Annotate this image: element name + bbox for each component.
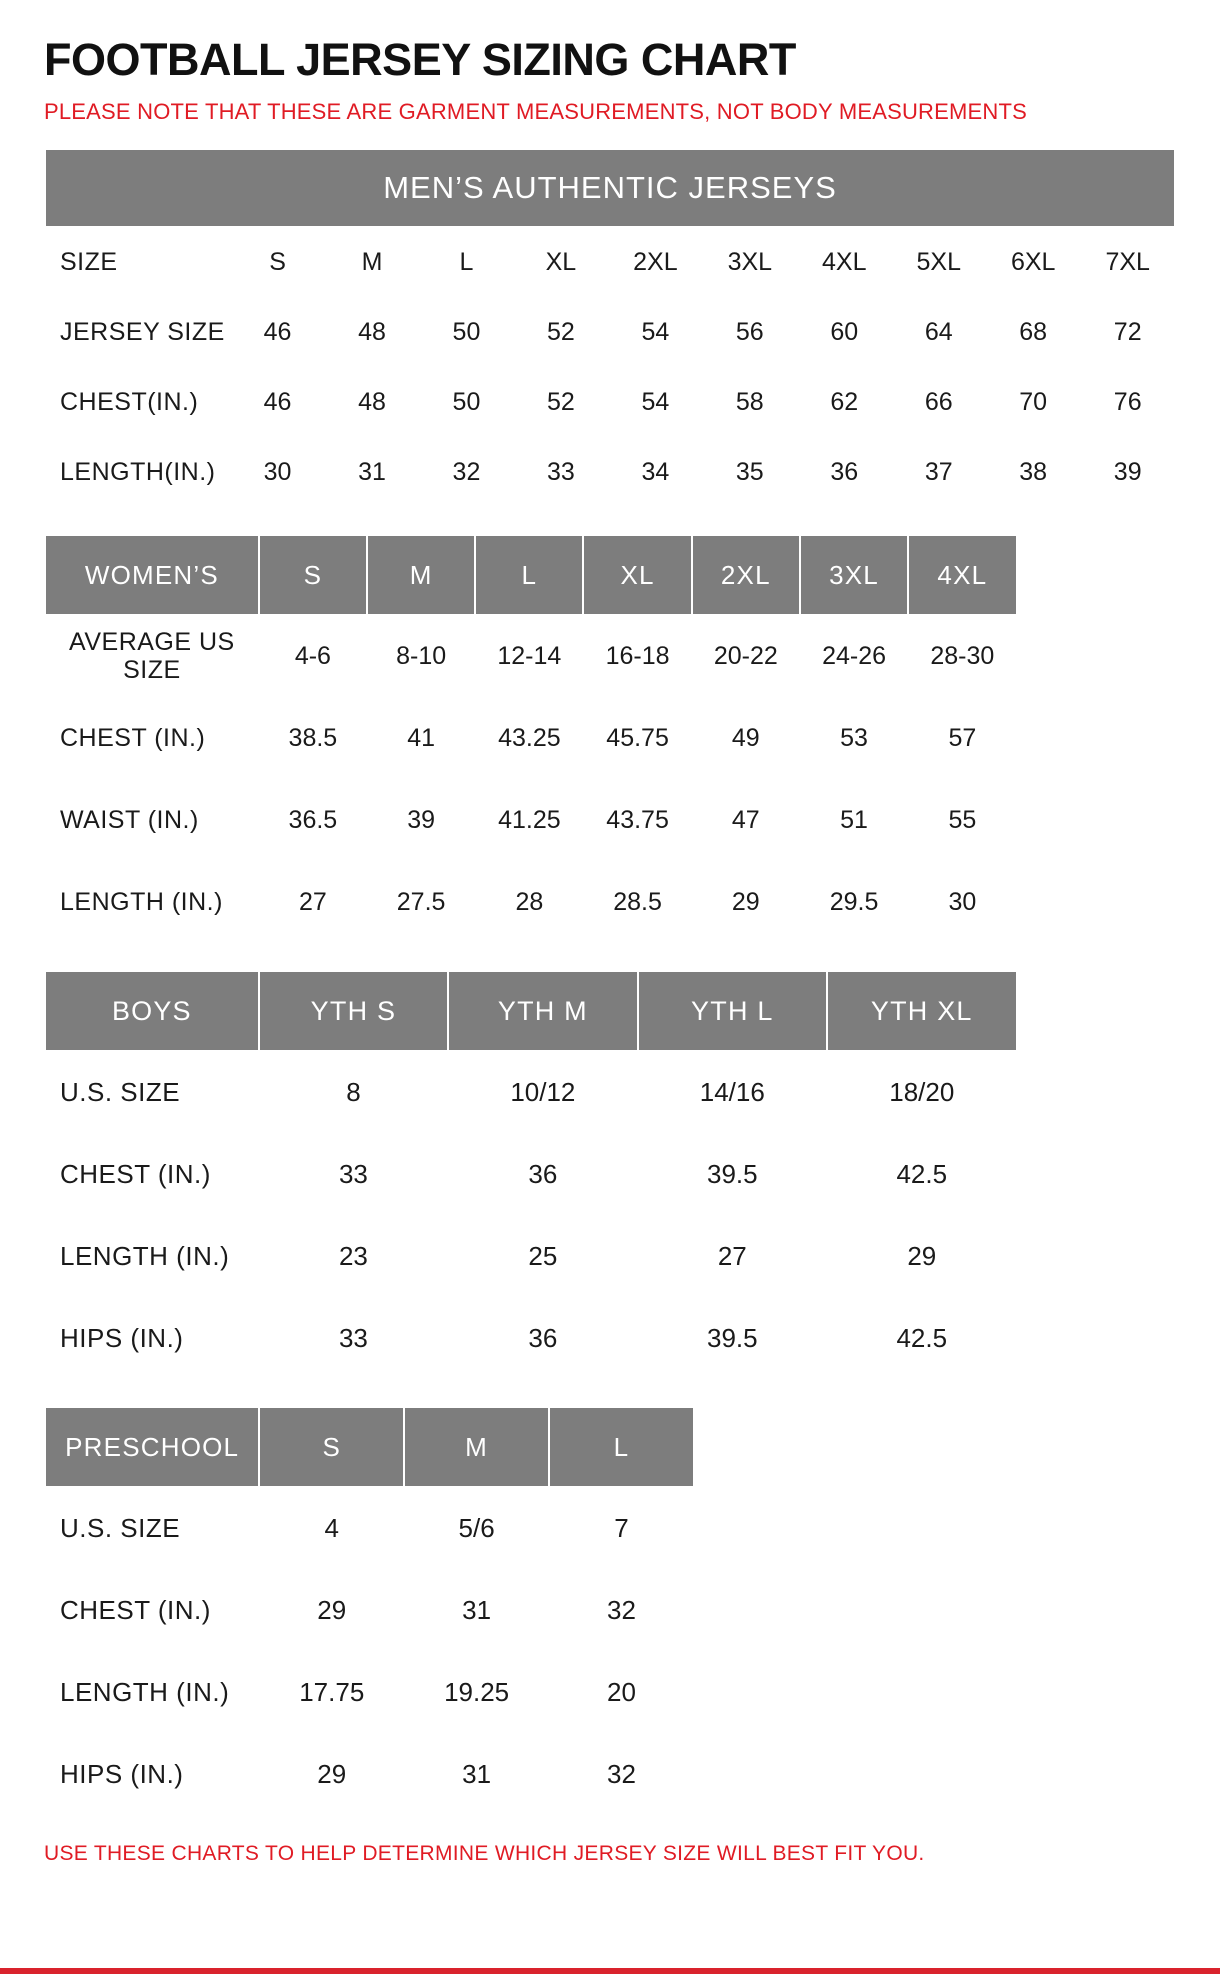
cell: 41 — [367, 697, 475, 779]
cell: 29 — [827, 1215, 1016, 1297]
table-row — [45, 1215, 1017, 1297]
cell: 52 — [514, 367, 608, 437]
garment-measurement-note: PLEASE NOTE THAT THESE ARE GARMENT MEASUREMENTS, NOT BODY MEASUREMENTS — [44, 99, 1028, 125]
table-row — [45, 149, 1175, 227]
column-header: M — [404, 1407, 549, 1487]
column-header: M — [367, 535, 475, 615]
row-label: HIPS (IN.) — [45, 1297, 259, 1379]
cell: 33 — [514, 437, 608, 507]
cell: 36 — [448, 1297, 637, 1379]
cell: 39.5 — [638, 1133, 827, 1215]
table-row — [45, 1569, 694, 1651]
cell: 55 — [908, 779, 1016, 861]
cell: 39 — [1080, 437, 1175, 507]
row-label: HIPS (IN.) — [45, 1733, 259, 1815]
cell: 62 — [797, 367, 891, 437]
table-row — [45, 1733, 694, 1815]
page-title: FOOTBALL JERSEY SIZING CHART — [44, 34, 796, 85]
cell: 54 — [608, 297, 702, 367]
cell: 28-30 — [908, 615, 1016, 697]
cell: 60 — [797, 297, 891, 367]
mens-banner: MEN’S AUTHENTIC JERSEYS — [45, 149, 1175, 227]
cell: 38.5 — [259, 697, 367, 779]
table-row — [45, 535, 1017, 615]
cell: 50 — [419, 297, 513, 367]
table-row — [45, 367, 1175, 437]
cell: 68 — [986, 297, 1080, 367]
cell: 33 — [259, 1297, 448, 1379]
column-header: YTH M — [448, 971, 637, 1051]
cell: 36 — [797, 437, 891, 507]
cell: 47 — [692, 779, 800, 861]
boys-header-label: BOYS — [45, 971, 259, 1051]
cell: 33 — [259, 1133, 448, 1215]
cell: 8-10 — [367, 615, 475, 697]
cell: 5XL — [892, 227, 986, 297]
row-label: CHEST (IN.) — [45, 697, 259, 779]
cell: 38 — [986, 437, 1080, 507]
column-header: YTH S — [259, 971, 448, 1051]
cell: 52 — [514, 297, 608, 367]
cell: 3XL — [703, 227, 797, 297]
cell: 51 — [800, 779, 908, 861]
cell: 35 — [703, 437, 797, 507]
cell: 23 — [259, 1215, 448, 1297]
table-row — [45, 1051, 1017, 1133]
cell: 34 — [608, 437, 702, 507]
cell: 7 — [549, 1487, 694, 1569]
cell: 32 — [549, 1569, 694, 1651]
cell: 39.5 — [638, 1297, 827, 1379]
cell: 27 — [638, 1215, 827, 1297]
row-label: JERSEY SIZE — [45, 297, 230, 367]
cell: 30 — [908, 861, 1016, 943]
table-row — [45, 697, 1017, 779]
cell: 18/20 — [827, 1051, 1016, 1133]
table-row — [45, 1133, 1017, 1215]
column-header: 3XL — [800, 535, 908, 615]
column-header: XL — [583, 535, 691, 615]
cell: 42.5 — [827, 1297, 1016, 1379]
table-row — [45, 861, 1017, 943]
row-label: LENGTH (IN.) — [45, 1215, 259, 1297]
cell: 50 — [419, 367, 513, 437]
cell: 27.5 — [367, 861, 475, 943]
cell: 42.5 — [827, 1133, 1016, 1215]
cell: 6XL — [986, 227, 1080, 297]
cell: 16-18 — [583, 615, 691, 697]
cell: 31 — [404, 1733, 549, 1815]
cell: 53 — [800, 697, 908, 779]
row-label: AVERAGE US SIZE — [45, 615, 259, 697]
cell: 20 — [549, 1651, 694, 1733]
preschool-header-label: PRESCHOOL — [45, 1407, 259, 1487]
row-label: U.S. SIZE — [45, 1487, 259, 1569]
cell: 48 — [325, 297, 419, 367]
cell: 70 — [986, 367, 1080, 437]
cell: 25 — [448, 1215, 637, 1297]
cell: 12-14 — [475, 615, 583, 697]
cell: 49 — [692, 697, 800, 779]
cell: 29 — [692, 861, 800, 943]
table-row — [45, 615, 1017, 697]
cell: 57 — [908, 697, 1016, 779]
cell: M — [325, 227, 419, 297]
cell: 8 — [259, 1051, 448, 1133]
cell: 36 — [448, 1133, 637, 1215]
preschool-sizing-table — [44, 1406, 695, 1816]
mens-sizing-table — [44, 148, 1176, 508]
row-label: CHEST(IN.) — [45, 367, 230, 437]
cell: 46 — [230, 297, 324, 367]
row-label: LENGTH (IN.) — [45, 861, 259, 943]
table-row — [45, 1407, 694, 1487]
cell: 31 — [325, 437, 419, 507]
table-row — [45, 297, 1175, 367]
cell: XL — [514, 227, 608, 297]
table-row — [45, 1651, 694, 1733]
cell: 48 — [325, 367, 419, 437]
row-label: LENGTH (IN.) — [45, 1651, 259, 1733]
cell: 28.5 — [583, 861, 691, 943]
column-header: 4XL — [908, 535, 1016, 615]
womens-sizing-table — [44, 534, 1018, 944]
cell: 30 — [230, 437, 324, 507]
cell: 28 — [475, 861, 583, 943]
cell: 72 — [1080, 297, 1175, 367]
cell: 4-6 — [259, 615, 367, 697]
cell: L — [419, 227, 513, 297]
row-label: CHEST (IN.) — [45, 1133, 259, 1215]
cell: 31 — [404, 1569, 549, 1651]
cell: 20-22 — [692, 615, 800, 697]
cell: 36.5 — [259, 779, 367, 861]
cell: 29 — [259, 1733, 404, 1815]
cell: 17.75 — [259, 1651, 404, 1733]
cell: 58 — [703, 367, 797, 437]
cell: 29 — [259, 1569, 404, 1651]
row-label: U.S. SIZE — [45, 1051, 259, 1133]
cell: 14/16 — [638, 1051, 827, 1133]
table-row — [45, 227, 1175, 297]
column-header: YTH L — [638, 971, 827, 1051]
table-row — [45, 971, 1017, 1051]
footer-note: USE THESE CHARTS TO HELP DETERMINE WHICH JERSEY SIZE WILL BEST FIT YOU. — [44, 1842, 925, 1866]
table-row — [45, 437, 1175, 507]
cell: 29.5 — [800, 861, 908, 943]
cell: 2XL — [608, 227, 702, 297]
cell: 46 — [230, 367, 324, 437]
row-label: SIZE — [45, 227, 230, 297]
cell: 43.25 — [475, 697, 583, 779]
cell: 43.75 — [583, 779, 691, 861]
row-label: LENGTH(IN.) — [45, 437, 230, 507]
cell: 54 — [608, 367, 702, 437]
column-header: S — [259, 1407, 404, 1487]
cell: 56 — [703, 297, 797, 367]
cell: S — [230, 227, 324, 297]
womens-header-label: WOMEN’S — [45, 535, 259, 615]
boys-sizing-table — [44, 970, 1018, 1380]
cell: 66 — [892, 367, 986, 437]
cell: 27 — [259, 861, 367, 943]
table-row — [45, 779, 1017, 861]
row-label: CHEST (IN.) — [45, 1569, 259, 1651]
cell: 32 — [419, 437, 513, 507]
cell: 4 — [259, 1487, 404, 1569]
cell: 19.25 — [404, 1651, 549, 1733]
cell: 41.25 — [475, 779, 583, 861]
cell: 39 — [367, 779, 475, 861]
column-header: 2XL — [692, 535, 800, 615]
cell: 24-26 — [800, 615, 908, 697]
cell: 32 — [549, 1733, 694, 1815]
column-header: S — [259, 535, 367, 615]
cell: 64 — [892, 297, 986, 367]
column-header: L — [475, 535, 583, 615]
cell: 7XL — [1080, 227, 1175, 297]
cell: 4XL — [797, 227, 891, 297]
column-header: YTH XL — [827, 971, 1016, 1051]
cell: 45.75 — [583, 697, 691, 779]
cell: 76 — [1080, 367, 1175, 437]
cell: 5/6 — [404, 1487, 549, 1569]
cell: 37 — [892, 437, 986, 507]
table-row — [45, 1487, 694, 1569]
table-row — [45, 1297, 1017, 1379]
cell: 10/12 — [448, 1051, 637, 1133]
row-label: WAIST (IN.) — [45, 779, 259, 861]
column-header: L — [549, 1407, 694, 1487]
